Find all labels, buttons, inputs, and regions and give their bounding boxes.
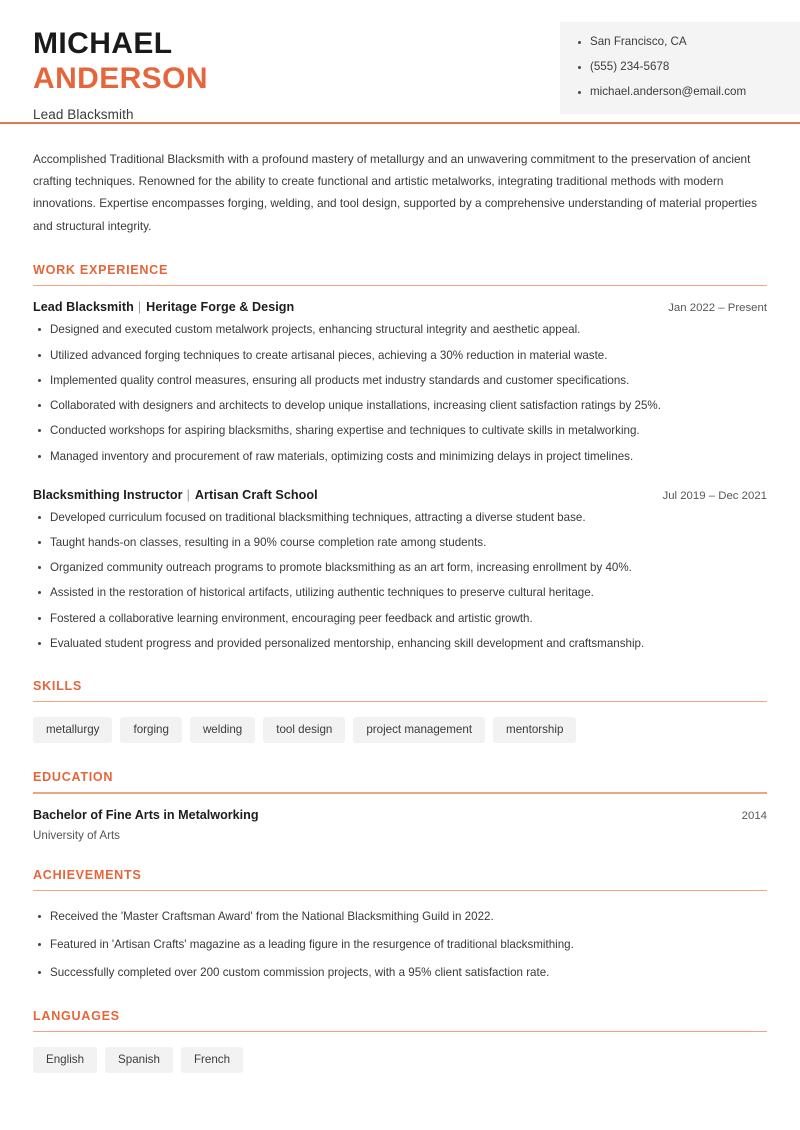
- list-item: Conducted workshops for aspiring blacksmiths, sharing expertise and techniques to cultivate skills in metalworking.: [33, 423, 767, 440]
- list-item: Fostered a collaborative learning environment, encouraging peer feedback and artistic growth.: [33, 611, 767, 628]
- section-title-skills: SKILLS: [33, 678, 82, 693]
- achievements-list: [33, 909, 767, 981]
- list-item: Assisted in the restoration of historical artifacts, utilizing authentic techniques to preserve cultural heritage.: [33, 585, 767, 602]
- education-entry: [33, 808, 767, 842]
- section-rule: [33, 701, 767, 703]
- resume-header: [0, 0, 800, 122]
- section-achievements: [33, 868, 767, 982]
- experience-bullets: [33, 322, 767, 465]
- title-separator: |: [137, 300, 142, 315]
- experience-dates: Jul 2019 – Dec 2021: [662, 489, 767, 502]
- experience-bullets: [33, 510, 767, 653]
- professional-summary: Accomplished Traditional Blacksmith with a profound mastery of metallurgy and an unwavering commitment to the preservation of ancient crafting techniques. Renowned for the ability to create functional and artistic metalworks, integrating traditional methods with modern innovations. Expertise encompasses forging, welding, and tool design, supported by a comprehensive understanding of material properties and structural integrity.: [33, 152, 757, 233]
- section-rule: [33, 792, 767, 794]
- education-school: University of Arts: [33, 828, 120, 842]
- experience-organization: Artisan Craft School: [194, 487, 318, 502]
- language-chip: French: [181, 1047, 243, 1073]
- contact-phone: (555) 234-5678: [578, 61, 800, 74]
- list-item: Managed inventory and procurement of raw materials, optimizing costs and minimizing delays in project timelines.: [33, 449, 767, 466]
- contact-email: michael.anderson@email.com: [578, 86, 800, 99]
- section-title-languages: LANGUAGES: [33, 1008, 120, 1023]
- name-block: [33, 22, 208, 122]
- list-item: Utilized advanced forging techniques to create artisanal pieces, achieving a 30% reduction in material waste.: [33, 348, 767, 365]
- experience-title-line: [33, 488, 318, 502]
- section-rule: [33, 1031, 767, 1033]
- job-title: Lead Blacksmith: [33, 106, 134, 122]
- section-title-achievements: ACHIEVEMENTS: [33, 867, 142, 882]
- section-rule: [33, 890, 767, 892]
- list-item: Evaluated student progress and provided personalized mentorship, enhancing skill development and craftsmanship.: [33, 636, 767, 653]
- first-name: MICHAEL: [33, 27, 173, 60]
- last-name: ANDERSON: [33, 62, 208, 96]
- list-item: Implemented quality control measures, ensuring all products met industry standards and customer specifications.: [33, 373, 767, 390]
- experience-entry-header: [33, 300, 767, 314]
- skill-chip: project management: [353, 717, 485, 743]
- language-chip: Spanish: [105, 1047, 173, 1073]
- language-chip: English: [33, 1047, 97, 1073]
- section-title-education: EDUCATION: [33, 770, 114, 785]
- experience-role: Blacksmithing Instructor: [33, 487, 183, 502]
- header-divider: [0, 122, 800, 124]
- experience-title-line: [33, 300, 294, 314]
- list-item: Taught hands-on classes, resulting in a 90% course completion rate among students.: [33, 535, 767, 552]
- skill-chip: mentorship: [493, 717, 576, 743]
- section-title-work-experience: WORK EXPERIENCE: [33, 262, 169, 277]
- section-skills: [33, 679, 767, 743]
- experience-organization: Heritage Forge & Design: [146, 300, 295, 315]
- experience-entry-header: [33, 488, 767, 502]
- section-work-experience: [33, 263, 767, 653]
- skill-chip: forging: [120, 717, 181, 743]
- contact-box: [560, 22, 800, 114]
- list-item: Featured in 'Artisan Crafts' magazine as a leading figure in the resurgence of traditional blacksmithing.: [33, 937, 767, 954]
- education-entry-header: [33, 808, 767, 822]
- skill-chip: welding: [190, 717, 255, 743]
- education-degree: Bachelor of Fine Arts in Metalworking: [33, 807, 259, 822]
- list-item: Developed curriculum focused on traditional blacksmithing techniques, attracting a diverse student base.: [33, 510, 767, 527]
- experience-entry: [33, 488, 767, 653]
- skills-chip-list: [33, 716, 767, 743]
- list-item: Received the 'Master Craftsman Award' from the National Blacksmithing Guild in 2022.: [33, 909, 767, 926]
- experience-dates: Jan 2022 – Present: [668, 302, 767, 315]
- skill-chip: tool design: [263, 717, 345, 743]
- contact-list: [578, 36, 800, 98]
- list-item: Organized community outreach programs to promote blacksmithing as an art form, increasing enrollment by 40%.: [33, 560, 767, 577]
- contact-location: San Francisco, CA: [578, 36, 800, 49]
- section-rule: [33, 285, 767, 287]
- experience-role: Lead Blacksmith: [33, 300, 134, 315]
- skill-chip: metallurgy: [33, 717, 112, 743]
- list-item: Collaborated with designers and architects to develop unique installations, increasing client satisfaction ratings by 25%.: [33, 398, 767, 415]
- experience-entry: [33, 300, 767, 465]
- list-item: Successfully completed over 200 custom commission projects, with a 95% client satisfaction rate.: [33, 965, 767, 982]
- section-education: [33, 770, 767, 842]
- section-languages: [33, 1009, 767, 1073]
- list-item: Designed and executed custom metalwork projects, enhancing structural integrity and aesthetic appeal.: [33, 322, 767, 339]
- education-year: 2014: [741, 809, 767, 822]
- resume-content: [0, 148, 800, 1073]
- title-separator: |: [186, 487, 190, 502]
- languages-chip-list: [33, 1046, 767, 1073]
